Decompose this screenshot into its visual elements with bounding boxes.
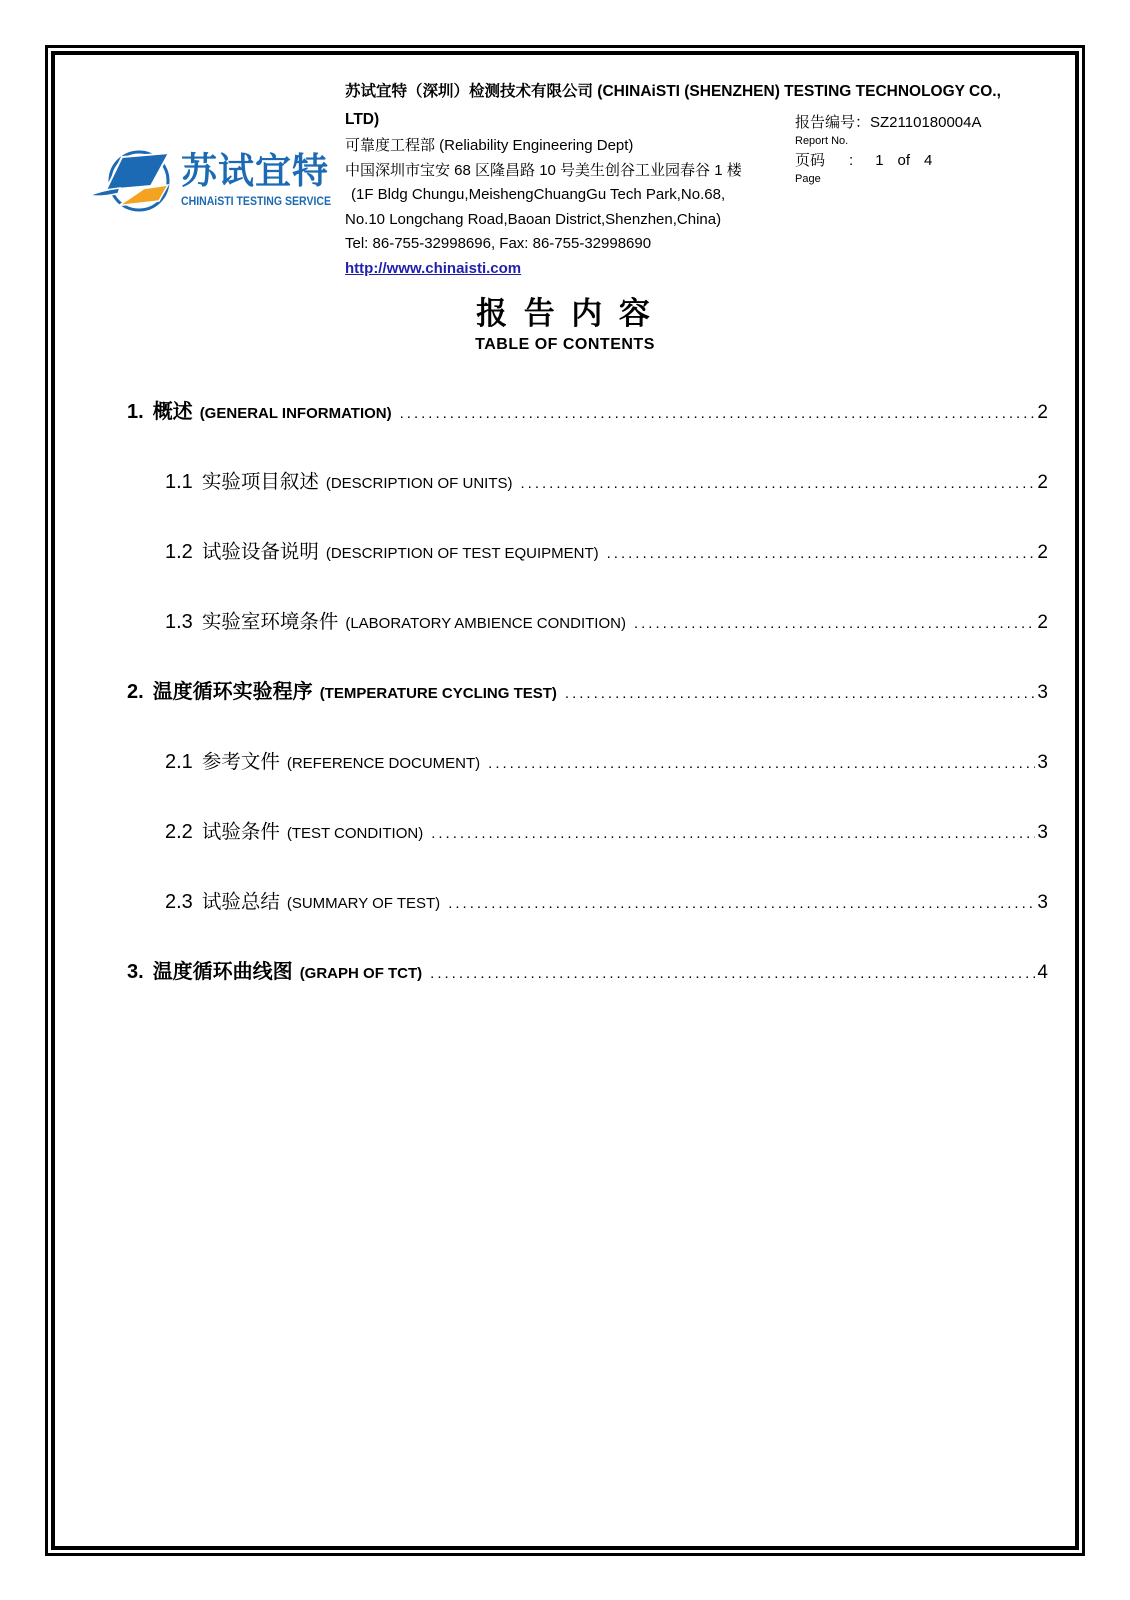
report-info-block [795,112,982,188]
logo-brand-en: CHINAiSTI TESTING SERVICE [181,194,331,208]
toc-dot-leader [448,890,1035,917]
address-en-line1: (1F Bldg Chungu,MeishengChuangGu Tech Park,No.68, [351,186,726,203]
toc-dot-leader [634,610,1035,637]
toc-item-number: 2. [127,681,144,703]
toc-item-page-number: 4 [1037,962,1048,983]
toc-item-page-number: 2 [1037,612,1048,633]
toc-item-title-cn: 温度循环实验程序 [152,681,313,703]
company-logo-icon [88,133,338,233]
toc-dot-leader [565,680,1036,707]
report-no-value: SZ2110180004A [870,114,982,131]
toc-item [127,889,1048,917]
toc-item-title-en: (TEST CONDITION) [286,825,424,842]
toc-item-title-cn: 试验设备说明 [201,541,319,563]
logo-swoosh-tail [90,188,120,196]
toc-item-page-number: 2 [1037,542,1048,563]
toc-item-number: 2.3 [165,891,193,913]
toc-item [127,539,1048,567]
toc-item-title-cn: 实验室环境条件 [201,611,339,633]
tel-fax-line: Tel: 86-755-32998696, Fax: 86-755-32998690 [345,235,652,252]
toc-item-number: 2.1 [165,751,193,773]
toc-item-title-cn: 概述 [152,401,193,423]
toc-item-page-number: 3 [1037,682,1048,703]
toc-item-page-number: 3 [1037,822,1048,843]
toc-item [127,679,1048,707]
toc-dot-leader [400,400,1036,427]
table-of-contents [127,399,1048,1029]
toc-item [127,609,1048,637]
page-total: 4 [924,152,933,169]
toc-item [127,469,1048,497]
toc-item-title-en: (GENERAL INFORMATION) [199,405,392,422]
website-line [345,257,1007,282]
toc-item-title-en: (GRAPH OF TCT) [299,965,423,982]
toc-item [127,959,1048,987]
page-label-en: Page [795,173,821,185]
toc-item-page-number: 3 [1037,752,1048,773]
report-no-row [795,112,982,133]
toc-item-number: 3. [127,961,144,983]
logo-flag-shape [106,153,169,190]
address-en-line2: No.10 Longchang Road,Baoan District,Shenzhen,China) [345,210,722,228]
document-title-en: TABLE OF CONTENTS [475,336,655,353]
toc-item-title-en: (TEMPERATURE CYCLING TEST) [319,685,557,702]
page-separator: of [897,152,911,169]
website-link[interactable]: http://www.chinaisti.com [345,259,522,277]
company-name-line2: LTD) [345,111,380,128]
page-label-cn: 页码 [795,152,826,169]
toc-item-page-number: 2 [1037,472,1048,493]
toc-item-title-cn: 试验总结 [201,891,280,913]
toc-item [127,399,1048,427]
toc-item [127,749,1048,777]
company-name-line1: 苏试宜特（深圳）检测技术有限公司 (CHINAiSTI (SHENZHEN) TESTING TECHNOLOGY CO., [345,83,1001,100]
toc-item-number: 1.1 [165,471,193,493]
toc-dot-leader [607,540,1036,567]
address-cn-line: 中国深圳市宝安 68 区隆昌路 10 号美生创谷工业园春谷 1 楼 [345,161,742,179]
toc-item-title-cn: 温度循环曲线图 [152,961,293,983]
toc-item-page-number: 2 [1037,402,1048,423]
toc-item-number: 2.2 [165,821,193,843]
toc-item-number: 1.2 [165,541,193,563]
toc-dot-leader [431,820,1035,847]
toc-item-number: 1. [127,401,144,423]
toc-dot-leader [430,960,1035,987]
page-no-row [795,150,982,171]
toc-item-title-cn: 实验项目叙述 [201,471,319,493]
report-no-label-cn: 报告编号： [795,114,871,131]
toc-item-title-cn: 试验条件 [201,821,280,843]
toc-item-title-en: (LABORATORY AMBIENCE CONDITION) [345,615,626,632]
logo-brand-cn: 苏试宜特 [181,150,330,191]
toc-item-title-en: (REFERENCE DOCUMENT) [286,755,481,772]
toc-dot-leader [521,470,1036,497]
toc-item-title-cn: 参考文件 [201,751,280,773]
document-title-cn: 报 告 内 容 [476,296,654,331]
report-no-label-en: Report No. [795,135,849,147]
page-colon: : [849,152,854,169]
toc-item-title-en: (SUMMARY OF TEST) [286,895,441,912]
toc-item-page-number: 3 [1037,892,1048,913]
toc-dot-leader [488,750,1035,777]
toc-item-number: 1.3 [165,611,193,633]
toc-item-title-en: (DESCRIPTION OF TEST EQUIPMENT) [325,545,599,562]
toc-item [127,819,1048,847]
department-line: 可靠度工程部 (Reliability Engineering Dept) [345,137,634,154]
page-current: 1 [875,152,884,169]
toc-item-title-en: (DESCRIPTION OF UNITS) [325,475,513,492]
